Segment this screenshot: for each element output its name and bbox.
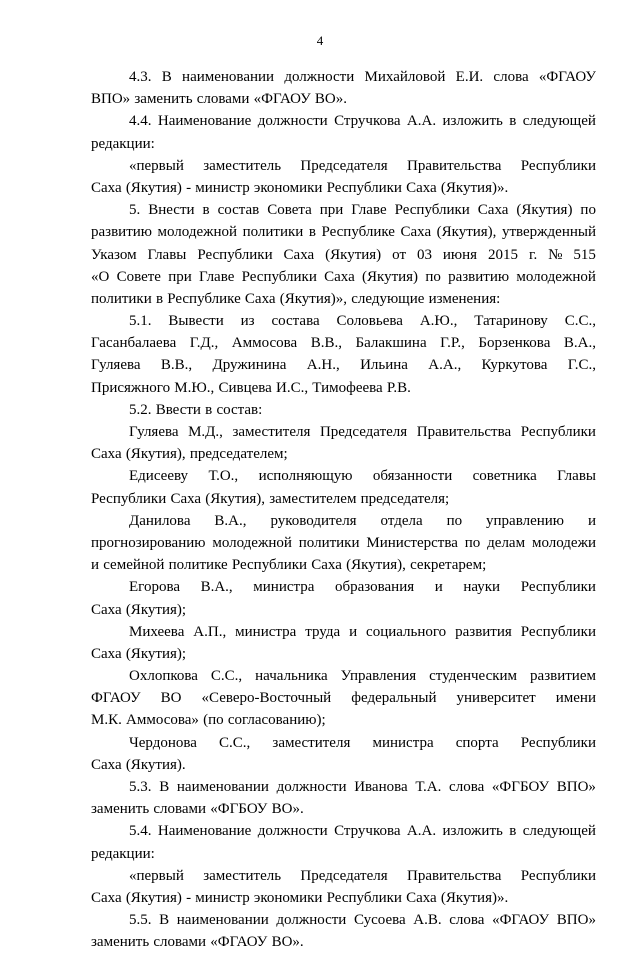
text-line: Саха (Якутия). bbox=[91, 756, 186, 773]
text-line: 5.5. В наименовании должности Сусоева А.В. слова «ФГАОУ ВПО» bbox=[129, 912, 596, 929]
text-line: и семейной политике Республики Саха (Якутия), секретарем; bbox=[91, 557, 487, 574]
text-line: Охлопкова С.С., начальника Управления студенческим развитием bbox=[129, 668, 596, 685]
text-line: Гасанбалаева Г.Д., Аммосова В.В., Балакшина Г.Р., Борзенкова В.А., bbox=[91, 335, 596, 352]
text-line: Саха (Якутия); bbox=[91, 601, 187, 618]
text-line: Указом Главы Республики Саха (Якутия) от 03 июня 2015 г. № 515 bbox=[91, 246, 596, 263]
paragraph bbox=[91, 665, 596, 732]
text-line: ВПО» заменить словами «ФГАОУ ВО». bbox=[91, 91, 348, 108]
text-line: 4.4. Наименование должности Стручкова А.А. изложить в следующей bbox=[129, 113, 596, 130]
text-line: редакции: bbox=[91, 135, 155, 152]
text-line: политики в Республике Саха (Якутия)», следующие изменения: bbox=[91, 290, 501, 307]
text-line: Гуляева В.В., Дружинина А.Н., Ильина А.А., Куркутова Г.С., bbox=[91, 357, 596, 374]
page-number: 4 bbox=[316, 33, 324, 48]
text-line: Чердонова С.С., заместителя министра спорта Республики bbox=[129, 734, 596, 751]
paragraph bbox=[91, 510, 596, 577]
paragraph bbox=[91, 110, 596, 154]
text-line: Саха (Якутия) - министр экономики Республики Саха (Якутия)». bbox=[91, 179, 509, 196]
text-line: ФГАОУ ВО «Северо-Восточный федеральный университет имени bbox=[91, 690, 596, 707]
text-line: 5.4. Наименование должности Стручкова А.А. изложить в следующей bbox=[129, 823, 596, 840]
paragraph bbox=[91, 421, 596, 465]
text-line: заменить словами «ФГАОУ ВО». bbox=[91, 934, 304, 951]
paragraph bbox=[91, 820, 596, 864]
text-line: 4.3. В наименовании должности Михайловой Е.И. слова «ФГАОУ bbox=[129, 69, 596, 85]
text-line: Михеева А.П., министра труда и социального развития Республики bbox=[129, 623, 596, 640]
text-line: «первый заместитель Председателя Правительства Республики bbox=[129, 867, 596, 884]
paragraph bbox=[91, 310, 596, 399]
document-body bbox=[91, 66, 596, 954]
paragraph bbox=[91, 199, 596, 310]
text-line: прогнозированию молодежной политики Министерства по делам молодежи bbox=[91, 534, 596, 551]
text-line: Гуляева М.Д., заместителя Председателя Правительства Республики bbox=[129, 424, 596, 440]
text-line: Республики Саха (Якутия), заместителем председателя; bbox=[91, 490, 450, 507]
text-line: «О Совете при Главе Республики Саха (Якутия) по развитию молодежной bbox=[91, 268, 596, 285]
paragraph bbox=[91, 865, 596, 909]
text-line: Саха (Якутия) - министр экономики Республики Саха (Якутия)». bbox=[91, 889, 509, 906]
paragraph bbox=[91, 776, 596, 820]
text-line: Саха (Якутия); bbox=[91, 645, 187, 662]
text-line: заменить словами «ФГБОУ ВО». bbox=[91, 801, 304, 818]
text-line: Егорова В.А., министра образования и науки Республики bbox=[129, 579, 596, 596]
text-line: Едисееву Т.О., исполняющую обязанности советника Главы bbox=[129, 468, 596, 485]
paragraph bbox=[91, 66, 596, 110]
text-line: редакции: bbox=[91, 845, 155, 862]
text-line: Саха (Якутия), председателем; bbox=[91, 446, 288, 463]
text-line: Данилова В.А., руководителя отдела по управлению и bbox=[129, 512, 596, 529]
paragraph bbox=[91, 465, 596, 509]
paragraph bbox=[91, 909, 596, 953]
text-line: 5.3. В наименовании должности Иванова Т.А. слова «ФГБОУ ВПО» bbox=[129, 779, 596, 795]
text-line: 5.1. Вывести из состава Соловьева А.Ю., Татаринову С.С., bbox=[129, 313, 596, 330]
paragraph bbox=[91, 732, 596, 776]
paragraph bbox=[91, 399, 596, 421]
text-line: «первый заместитель Председателя Правительства Республики bbox=[129, 157, 596, 174]
paragraph bbox=[91, 155, 596, 199]
text-line: 5. Внести в состав Совета при Главе Республики Саха (Якутия) по bbox=[129, 202, 596, 219]
paragraph bbox=[91, 621, 596, 665]
text-line: 5.2. Ввести в состав: bbox=[129, 401, 263, 418]
text-line: развитию молодежной политики в Республике Саха (Якутия), утвержденный bbox=[91, 224, 596, 241]
text-line: Присяжного М.Ю., Сивцева И.С., Тимофеева Р.В. bbox=[91, 379, 411, 396]
paragraph bbox=[91, 576, 596, 620]
text-line: М.К. Аммосова» (по согласованию); bbox=[91, 712, 326, 729]
